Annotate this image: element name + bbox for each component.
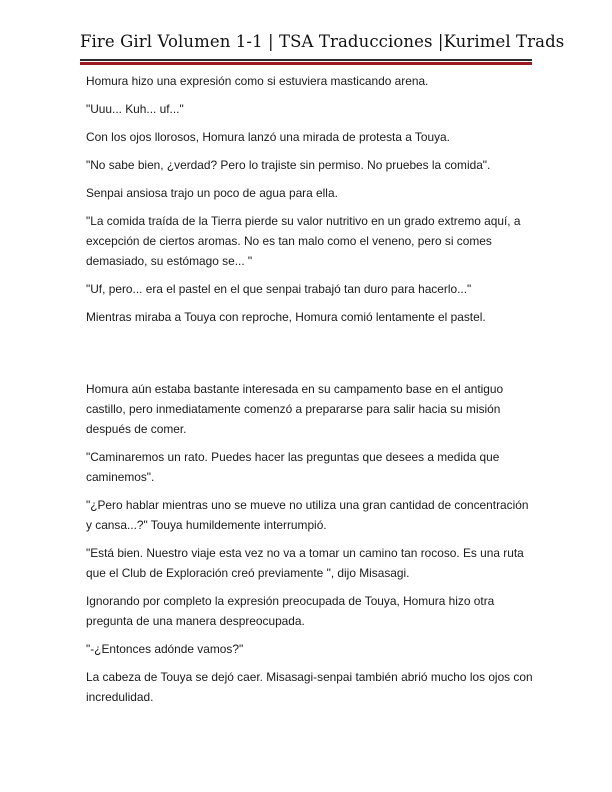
paragraph: "¿Pero hablar mientras uno se mueve no utiliza una gran cantidad de concentración y cansa...?" Touya humildemente interrumpió. <box>86 498 529 532</box>
paragraph: Homura aún estaba bastante interesada en su campamento base en el antiguo castillo, pero inmediatamente comenzó a prepararse para salir hacia su misión después de comer. <box>86 382 504 436</box>
paragraph: Ignorando por completo la expresión preocupada de Touya, Homura hizo otra pregunta de una manera despreocupada. <box>86 594 495 628</box>
paragraph: Mientras miraba a Touya con reproche, Homura comió lentamente el pastel. <box>86 310 486 324</box>
section-2 <box>86 379 536 707</box>
paragraph: "Uuu... Kuh... uf..." <box>86 102 184 116</box>
paragraph: "Caminaremos un rato. Puedes hacer las preguntas que desees a medida que caminemos". <box>86 450 500 484</box>
paragraph: Senpai ansiosa trajo un poco de agua para ella. <box>86 186 338 200</box>
page-header-title: Fire Girl Volumen 1-1 | TSA Traducciones |Kurimel Trads <box>80 32 565 51</box>
paragraph: "No sabe bien, ¿verdad? Pero lo trajiste sin permiso. No pruebes la comida". <box>86 158 491 172</box>
body-text <box>86 71 536 715</box>
paragraph: Con los ojos llorosos, Homura lanzó una mirada de protesta a Touya. <box>86 130 450 144</box>
paragraph: "La comida traída de la Tierra pierde su valor nutritivo en un grado extremo aquí, a excepción de ciertos aromas. No es tan malo como el veneno, pero si comes demasiado, su estómago se... " <box>86 214 521 268</box>
paragraph: "Uf, pero... era el pastel en el que senpai trabajó tan duro para hacerlo..." <box>86 282 472 296</box>
section-1 <box>86 71 536 327</box>
paragraph: "Está bien. Nuestro viaje esta vez no va a tomar un camino tan rocoso. Es una ruta que el Club de Exploración creó previamente ", dijo Misasagi. <box>86 546 524 580</box>
paragraph: Homura hizo una expresión como si estuviera masticando arena. <box>86 74 429 88</box>
paragraph: "-¿Entonces adónde vamos?" <box>86 642 244 656</box>
section-break <box>86 335 536 379</box>
header-rule-dark <box>80 59 532 61</box>
paragraph: La cabeza de Touya se dejó caer. Misasagi-senpai también abrió mucho los ojos con incredulidad. <box>86 670 533 704</box>
header-rule-red <box>80 62 532 65</box>
